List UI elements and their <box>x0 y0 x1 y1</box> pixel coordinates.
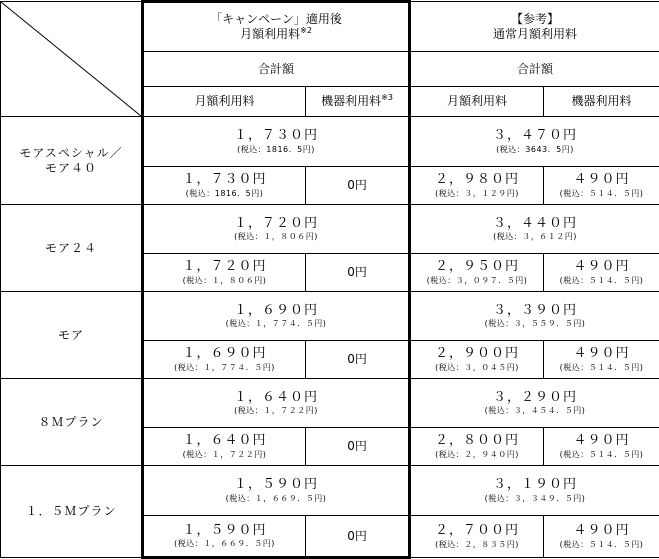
reference-equipment-amount: ４９０円 <box>544 433 659 449</box>
reference-total-tax: (税込：３，５５９．５円) <box>411 319 659 329</box>
campaign-monthly-amount: １，７２０円 <box>144 259 305 275</box>
campaign-equipment-cell <box>306 516 410 558</box>
reference-equipment-amount: ４９０円 <box>544 346 659 362</box>
campaign-equipment-amount: 0円 <box>347 439 367 453</box>
reference-equipment-header <box>544 87 659 117</box>
equipment-note: ※3 <box>381 93 393 102</box>
campaign-total-tax: (税込：１，７７４．５円) <box>144 319 408 329</box>
campaign-monthly-tax: (税込：１，８０６円) <box>144 276 305 286</box>
reference-total-cell <box>410 379 659 428</box>
reference-total-tax: (税込：３，６１２円) <box>411 232 659 242</box>
campaign-equipment-amount: 0円 <box>347 529 367 543</box>
campaign-equipment-amount: 0円 <box>347 265 367 279</box>
campaign-monthly-cell <box>143 341 306 379</box>
campaign-total-tax: (税込：１，８０６円) <box>144 232 408 242</box>
campaign-equipment-label: 機器利用料 <box>321 94 381 108</box>
reference-equipment-label: 機器利用料 <box>572 94 632 108</box>
reference-total-amount: ３，４４０円 <box>411 216 659 232</box>
reference-equipment-amount: ４９０円 <box>544 523 659 539</box>
reference-total-amount: ３，１９０円 <box>411 477 659 493</box>
campaign-total-cell <box>143 466 410 516</box>
campaign-total-amount: １，６４０円 <box>144 390 408 406</box>
campaign-total-cell <box>143 292 410 341</box>
reference-equipment-cell <box>544 167 659 205</box>
campaign-monthly-tax: (税込：1816．5円) <box>144 189 305 199</box>
reference-equipment-tax: (税込：５１４．５円) <box>544 363 659 373</box>
campaign-total-cell <box>143 117 410 167</box>
reference-monthly-cell <box>410 341 544 379</box>
reference-equipment-tax: (税込：５１４．５円) <box>544 540 659 550</box>
campaign-total-amount: １，７３０円 <box>144 128 408 144</box>
plan-total-row <box>1 466 659 516</box>
reference-monthly-amount: ２，７００円 <box>411 523 543 539</box>
reference-title-line1: 【参考】 <box>511 12 559 26</box>
plan-name <box>1 466 143 558</box>
plan-name-line2: モア４０ <box>45 161 97 175</box>
reference-equipment-tax: (税込：５１４．５円) <box>544 189 659 199</box>
campaign-monthly-amount: １，６４０円 <box>144 433 305 449</box>
plan-total-row <box>1 117 659 167</box>
reference-monthly-amount: ２，８００円 <box>411 433 543 449</box>
plan-total-row <box>1 205 659 254</box>
corner-diagonal-line <box>1 2 141 116</box>
reference-title-line2: 通常月額利用料 <box>493 27 577 41</box>
reference-equipment-cell <box>544 428 659 466</box>
campaign-equipment-amount: 0円 <box>347 352 367 366</box>
campaign-monthly-amount: １，７３０円 <box>144 172 305 188</box>
plan-name <box>1 205 143 292</box>
reference-total-cell <box>410 205 659 254</box>
reference-total-tax: (税込：３，４５４．５円) <box>411 406 659 416</box>
reference-monthly-cell <box>410 167 544 205</box>
reference-total-amount: ３，３９０円 <box>411 303 659 319</box>
reference-monthly-tax: (税込：３，０９７．５円) <box>411 276 543 286</box>
reference-total-header <box>410 52 659 87</box>
reference-monthly-amount: ２，９５０円 <box>411 259 543 275</box>
reference-equipment-tax: (税込：５１４．５円) <box>544 450 659 460</box>
campaign-total-tax: (税込：1816．5円) <box>144 145 408 155</box>
campaign-equipment-cell <box>306 428 410 466</box>
campaign-total-tax: (税込：１，６６９．５円) <box>144 494 408 504</box>
plan-name-line1: モア２４ <box>45 241 97 255</box>
campaign-equipment-header <box>306 87 410 117</box>
reference-equipment-cell <box>544 516 659 558</box>
reference-total-tax: (税込：３，３４９．５円) <box>411 494 659 504</box>
campaign-header <box>143 2 410 52</box>
campaign-total-header <box>143 52 410 87</box>
campaign-monthly-cell <box>143 428 306 466</box>
reference-equipment-tax: (税込：５１４．５円) <box>544 276 659 286</box>
campaign-equipment-cell <box>306 254 410 292</box>
campaign-title-line2: 月額利用料 <box>240 27 300 41</box>
reference-monthly-cell <box>410 428 544 466</box>
reference-total-cell <box>410 292 659 341</box>
campaign-note: ※2 <box>300 26 312 35</box>
plan-total-row <box>1 379 659 428</box>
reference-equipment-amount: ４９０円 <box>544 172 659 188</box>
campaign-total-amount: １，７２０円 <box>144 216 408 232</box>
campaign-equipment-amount: 0円 <box>347 178 367 192</box>
reference-monthly-tax: (税込：３，１２９円) <box>411 189 543 199</box>
reference-total-cell <box>410 117 659 167</box>
reference-equipment-cell <box>544 341 659 379</box>
campaign-title-line1: 「キャンペーン」適用後 <box>210 12 342 26</box>
campaign-equipment-cell <box>306 167 410 205</box>
plan-name <box>1 379 143 466</box>
campaign-monthly-cell <box>143 516 306 558</box>
corner-cell <box>1 2 143 117</box>
campaign-monthly-label: 月額利用料 <box>194 94 254 108</box>
plan-name <box>1 117 143 205</box>
reference-header <box>410 2 659 52</box>
campaign-total-cell <box>143 205 410 254</box>
reference-monthly-label: 月額利用料 <box>447 94 507 108</box>
reference-total-amount: ３，４７０円 <box>411 128 659 144</box>
reference-monthly-cell <box>410 516 544 558</box>
reference-monthly-tax: (税込：２，８３５円) <box>411 540 543 550</box>
campaign-monthly-cell <box>143 254 306 292</box>
reference-monthly-header <box>410 87 544 117</box>
reference-total-cell <box>410 466 659 516</box>
plan-name-line1: モアスペシャル／ <box>19 146 122 160</box>
campaign-monthly-tax: (税込：１，７２２円) <box>144 450 305 460</box>
reference-total-amount: ３，２９０円 <box>411 390 659 406</box>
reference-monthly-tax: (税込：３，０４５円) <box>411 363 543 373</box>
reference-monthly-cell <box>410 254 544 292</box>
campaign-total-tax: (税込：１，７２２円) <box>144 406 408 416</box>
campaign-total-label: 合計額 <box>258 62 294 76</box>
campaign-equipment-cell <box>306 341 410 379</box>
plan-name-line1: １．５Ｍプラン <box>25 504 116 518</box>
campaign-monthly-tax: (税込：１，７７４．５円) <box>144 363 305 373</box>
plan-name-line1: ８Ｍプラン <box>38 415 103 429</box>
plan-name <box>1 292 143 379</box>
reference-total-tax: (税込：3643．5円) <box>411 145 659 155</box>
campaign-monthly-tax: (税込：１，６６９．５円) <box>144 539 305 549</box>
reference-monthly-tax: (税込：２，９４０円) <box>411 450 543 460</box>
campaign-monthly-header <box>143 87 306 117</box>
campaign-total-amount: １，６９０円 <box>144 303 408 319</box>
reference-monthly-amount: ２，９００円 <box>411 346 543 362</box>
reference-monthly-amount: ２，９８０円 <box>411 172 543 188</box>
reference-total-label: 合計額 <box>517 62 553 76</box>
campaign-monthly-amount: １，５９０円 <box>144 523 305 539</box>
campaign-monthly-amount: １，６９０円 <box>144 346 305 362</box>
campaign-total-amount: １，５９０円 <box>144 477 408 493</box>
reference-equipment-cell <box>544 254 659 292</box>
campaign-monthly-cell <box>143 167 306 205</box>
campaign-total-cell <box>143 379 410 428</box>
plan-name-line1: モア <box>58 328 84 342</box>
plan-total-row <box>1 292 659 341</box>
reference-equipment-amount: ４９０円 <box>544 259 659 275</box>
